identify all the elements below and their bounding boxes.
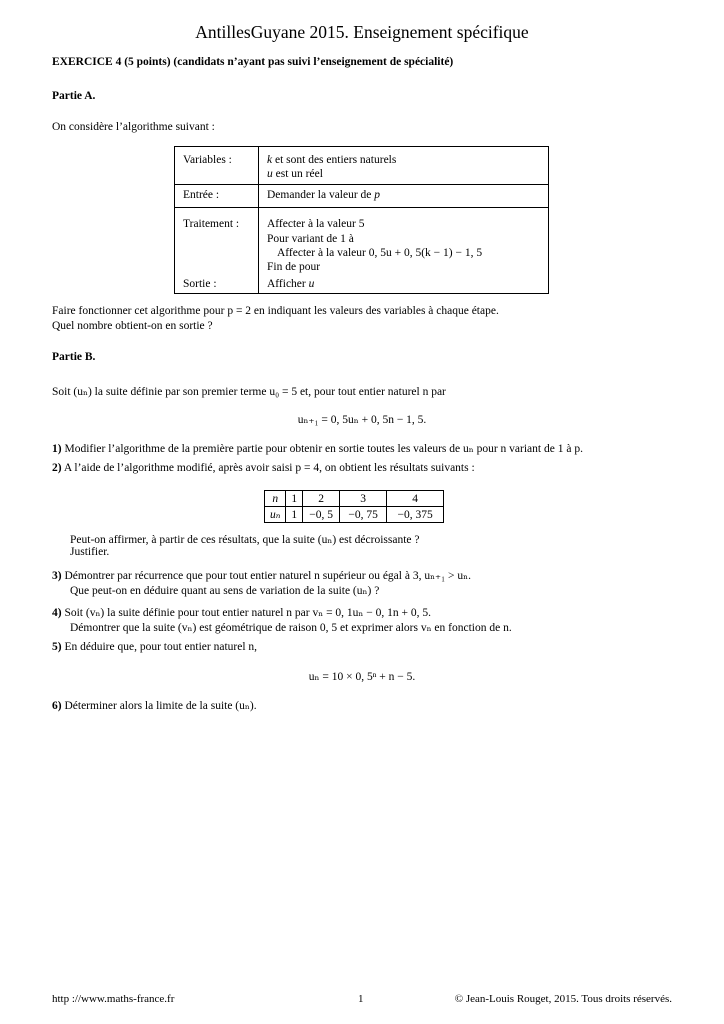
variables-label: Variables : (183, 154, 232, 166)
footer-copyright: © Jean-Louis Rouget, 2015. Tous droits réservés. (454, 993, 672, 1005)
table-cell: −0, 375 (387, 507, 444, 523)
traitement-line3: Affecter à la valeur 0, 5u + 0, 5(k − 1) − 1, 5 (277, 247, 483, 259)
question-4-line2: Démontrer que la suite (vₙ) est géométrique de raison 0, 5 et exprimer alors vₙ en fonction de n. (70, 622, 512, 634)
exercise-heading: EXERCICE 4 (5 points) (candidats n’ayant pas suivi l’enseignement de spécialité) (52, 56, 454, 68)
table-cell: −0, 75 (340, 507, 387, 523)
traitement-line4: Fin de pour (267, 261, 321, 273)
recurrence-formula: uₙ₊₁ = 0, 5uₙ + 0, 5n − 1, 5. (297, 414, 427, 426)
table-cell: 1 (286, 507, 303, 523)
traitement-line2: Pour variant de 1 à (267, 233, 354, 245)
footer-url: http ://www.maths-france.fr (52, 993, 175, 1005)
entree-text: Demander la valeur de p (267, 189, 381, 201)
table-cell: 2 (303, 491, 340, 507)
question-3-line1: 3) Démontrer par récurrence que pour tout entier naturel n supérieur ou égal à 3, uₙ₊₁ > uₙ. (52, 570, 471, 582)
entree-label: Entrée : (183, 189, 220, 201)
question-2b-line2: Justifier. (70, 546, 110, 558)
sortie-text: Afficher u (267, 278, 315, 290)
part-b-intro: Soit (uₙ) la suite définie par son premier terme u₀ = 5 et, pour tout entier naturel n par (52, 386, 446, 398)
question-6: 6) Déterminer alors la limite de la suite (uₙ). (52, 700, 257, 712)
table-row (265, 507, 444, 523)
variables-line2: u est un réel (267, 168, 323, 180)
question-4-line1: 4) Soit (vₙ) la suite définie pour tout entier naturel n par vₙ = 0, 1uₙ − 0, 1n + 0, 5. (52, 607, 432, 619)
page-title: AntillesGuyane 2015. Enseignement spécifique (195, 22, 529, 42)
question-1: 1) Modifier l’algorithme de la première partie pour obtenir en sortie toutes les valeurs de uₙ pour n variant de 1 à p. (52, 443, 583, 455)
question-2: 2) A l’aide de l’algorithme modifié, après avoir saisi p = 4, on obtient les résultats suivants : (52, 462, 475, 474)
traitement-line1: Affecter à la valeur 5 (267, 218, 365, 230)
sortie-label: Sortie : (183, 278, 217, 290)
part-a-task1: Faire fonctionner cet algorithme pour p = 2 en indiquant les valeurs des variables à chaque étape. (52, 305, 499, 317)
question-5: 5) En déduire que, pour tout entier naturel n, (52, 641, 258, 653)
part-a-task2: Quel nombre obtient-on en sortie ? (52, 320, 213, 332)
question-2b-line1: Peut-on affirmer, à partir de ces résultats, que la suite (uₙ) est décroissante ? (70, 534, 420, 546)
table-row (265, 491, 444, 507)
variables-line1: k et sont des entiers naturels (267, 154, 397, 166)
table-cell: 1 (286, 491, 303, 507)
table-cell: uₙ (265, 507, 286, 523)
part-b-heading: Partie B. (52, 351, 96, 363)
table-cell: 3 (340, 491, 387, 507)
explicit-formula: uₙ = 10 × 0, 5ⁿ + n − 5. (308, 671, 416, 683)
traitement-label: Traitement : (183, 218, 240, 230)
table-cell: −0, 5 (303, 507, 340, 523)
part-a-intro: On considère l’algorithme suivant : (52, 121, 215, 133)
results-table (264, 490, 444, 523)
question-3-line2: Que peut-on en déduire quant au sens de variation de la suite (uₙ) ? (70, 585, 380, 597)
table-cell: n (265, 491, 286, 507)
table-cell: 4 (387, 491, 444, 507)
part-a-heading: Partie A. (52, 90, 96, 102)
algorithm-box (174, 146, 549, 294)
footer-page-number: 1 (358, 993, 364, 1005)
